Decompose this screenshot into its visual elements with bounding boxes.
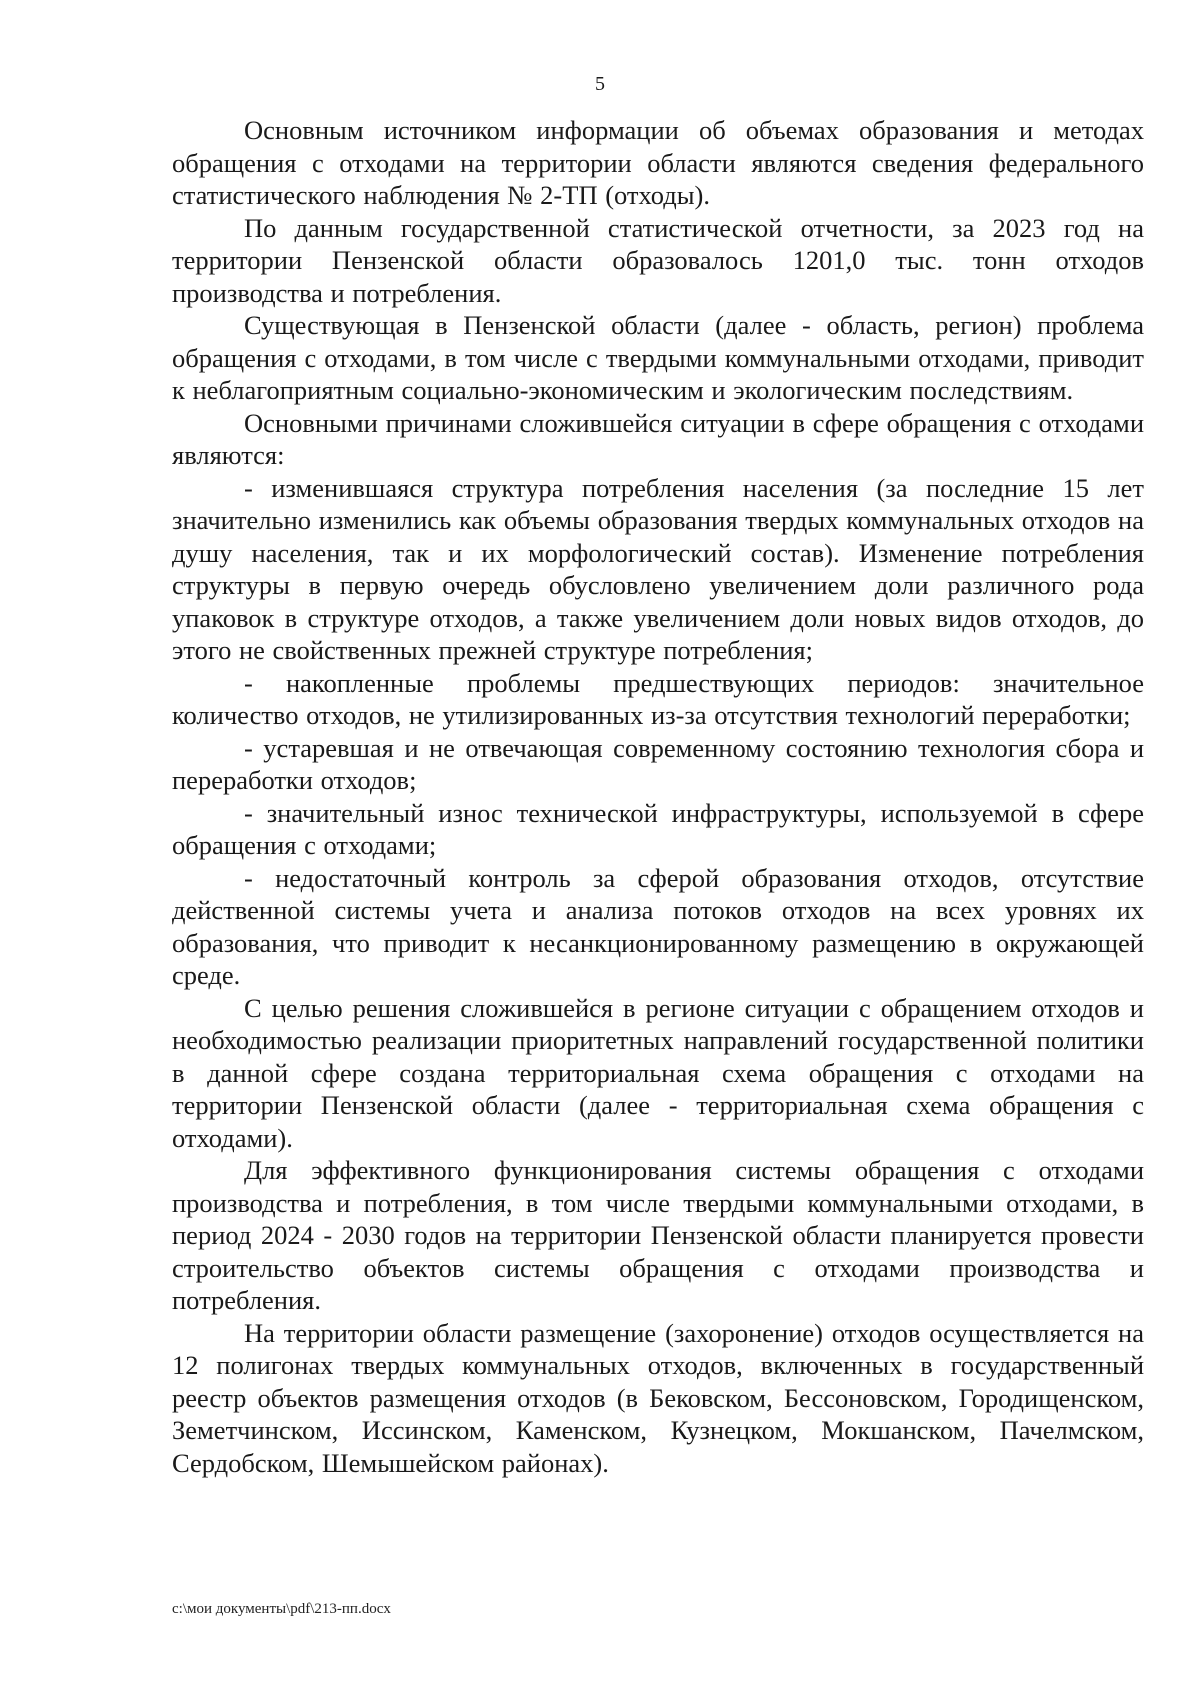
paragraph-territorial-scheme: С целью решения сложившейся в регионе ситуации с обращением отходов и необходимостью реализации приоритетных направлений государственной политики в данной сфере создана территориальная схема обращения с отходами на территории Пензенской области (далее - территориальная схема обращения с отходами). — [172, 992, 1144, 1153]
paragraph-causes-intro: Основными причинами сложившейся ситуации в сфере обращения с отходами являются: — [172, 407, 1144, 470]
paragraph-info-source: Основным источником информации об объемах образования и методах обращения с отходами на территории области являются сведения федерального статистического наблюдения № 2-ТП (отходы). — [172, 115, 1144, 210]
list-item-accumulated-problems: - накопленные проблемы предшествующих периодов: значительное количество отходов, не утилизированных из-за отсутствия технологий переработки; — [172, 667, 1144, 730]
document-body — [172, 114, 1144, 1479]
paragraph-landfills: На территории области размещение (захоронение) отходов осуществляется на 12 полигонах твердых коммунальных отходов, включенных в государственный реестр объектов размещения отходов (в Бековском, Бессоновском, Городищенском, Земетчинском, Иссинском, Каменском, Кузнецком, Мокшанском, Пачелмском, Сердобском, Шемышейском районах). — [172, 1317, 1144, 1478]
page-number: 5 — [595, 73, 605, 95]
paragraph-construction-plan: Для эффективного функционирования системы обращения с отходами производства и потребления, в том числе твердыми коммунальными отходами, в период 2024 - 2030 годов на территории Пензенской области планируется провести строительство объектов системы обращения с отходами производства и потребления. — [172, 1155, 1144, 1315]
list-item-consumption-structure: - изменившаяся структура потребления населения (за последние 15 лет значительно изменились как объемы образования твердых коммунальных отходов на душу населения, так и их морфологический состав). Изменение потребления структуры в первую очередь обусловлено увеличением доли различного рода упаковок в структуре отходов, а также увеличением доли новых видов отходов, до этого не свойственных прежней структуре потребления; — [172, 472, 1144, 665]
paragraph-problem: Существующая в Пензенской области (далее - область, регион) проблема обращения с отходами, в том числе с твердыми коммунальными отходами, приводит к неблагоприятным социально-экономическим и экологическим последствиям. — [172, 310, 1144, 405]
list-item-outdated-technology: - устаревшая и не отвечающая современному состоянию технология сбора и переработки отходов; — [172, 732, 1144, 795]
paragraph-statistics-2023: По данным государственной статистической отчетности, за 2023 год на территории Пензенской области образовалось 1201,0 тыс. тонн отходов производства и потребления. — [172, 212, 1144, 308]
list-item-infrastructure-wear: - значительный износ технической инфраструктуры, используемой в сфере обращения с отходами; — [172, 797, 1144, 860]
file-path-footer: c:\мои документы\pdf\213-пп.docx — [172, 1601, 391, 1617]
list-item-insufficient-control: - недостаточный контроль за сферой образования отходов, отсутствие действенной системы учета и анализа потоков отходов на всех уровнях их образования, что приводит к несанкционированному размещению в окружающей среде. — [172, 862, 1144, 990]
